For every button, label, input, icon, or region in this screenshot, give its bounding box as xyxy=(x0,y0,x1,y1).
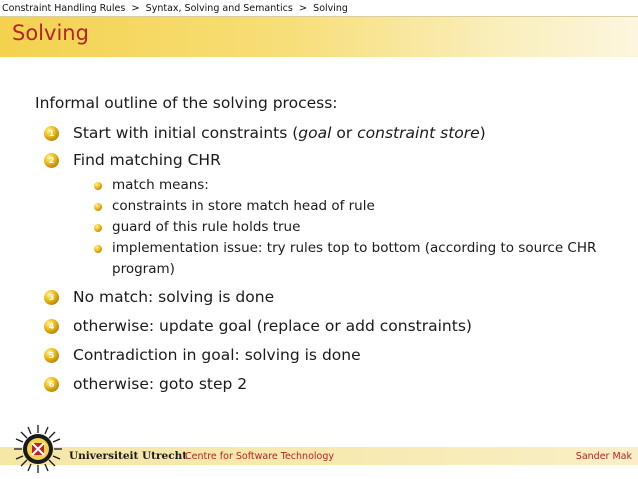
step-text: otherwise: goto step 2 xyxy=(73,375,248,393)
breadcrumb-item-section[interactable]: Constraint Handling Rules xyxy=(2,2,126,14)
step-text: Find matching CHR xyxy=(73,151,221,169)
footer-university: Universiteit Utrecht xyxy=(69,450,188,462)
step-number-icon: 1 xyxy=(44,126,59,141)
sub-item-text: guard of this rule holds true xyxy=(112,219,301,235)
title-bar xyxy=(0,17,638,57)
breadcrumb-item-current[interactable]: Solving xyxy=(313,2,348,14)
university-seal-icon xyxy=(13,424,63,474)
step-number-icon: 5 xyxy=(44,348,59,363)
footer-centre: Centre for Software Technology xyxy=(185,451,334,462)
step-number-icon: 3 xyxy=(44,290,59,305)
step-text: Start with initial constraints (goal or constraint store) xyxy=(73,124,486,142)
step-item xyxy=(44,288,274,306)
bullet-icon xyxy=(94,182,102,190)
step-item xyxy=(44,317,472,335)
step-item xyxy=(44,346,361,364)
breadcrumb-separator: > xyxy=(131,2,140,14)
step-number-icon: 2 xyxy=(44,153,59,168)
breadcrumb-item-subsection[interactable]: Syntax, Solving and Semantics xyxy=(145,2,293,14)
sub-list-item xyxy=(94,175,612,196)
footer-author: Sander Mak xyxy=(575,451,632,462)
step-item xyxy=(44,124,486,142)
step-item xyxy=(44,375,247,393)
step-text: otherwise: update goal (replace or add constraints) xyxy=(73,317,472,335)
bullet-icon xyxy=(94,203,102,211)
step-text: Contradiction in goal: solving is done xyxy=(73,346,361,364)
step-number-icon: 6 xyxy=(44,377,59,392)
sub-list-item xyxy=(94,196,612,217)
intro-text: Informal outline of the solving process: xyxy=(35,94,338,112)
step-item xyxy=(44,151,221,169)
sub-list-item xyxy=(94,238,612,280)
sub-item-text: match means: xyxy=(112,177,209,193)
sub-list-item xyxy=(94,217,612,238)
step-number-icon: 4 xyxy=(44,319,59,334)
breadcrumb xyxy=(0,0,638,17)
bullet-icon xyxy=(94,224,102,232)
step-text: No match: solving is done xyxy=(73,288,275,306)
slide-title: Solving xyxy=(12,21,89,45)
sub-item-text: constraints in store match head of rule xyxy=(112,198,375,214)
breadcrumb-separator: > xyxy=(298,2,308,14)
bullet-icon xyxy=(94,245,102,253)
sub-item-text: implementation issue: try rules top to bottom (according to source CHR program) xyxy=(112,240,597,277)
